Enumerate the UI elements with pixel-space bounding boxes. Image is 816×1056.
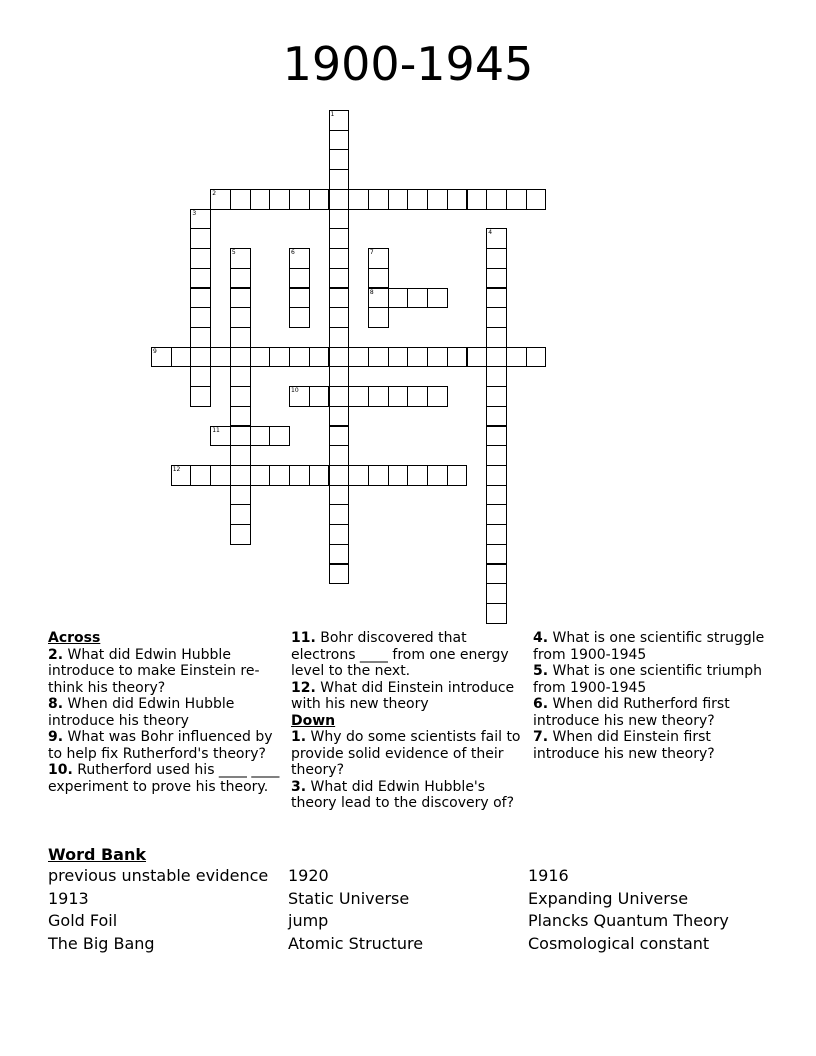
crossword-cell[interactable] [427, 465, 448, 486]
crossword-cell[interactable] [486, 445, 507, 466]
crossword-cell[interactable] [230, 248, 251, 269]
crossword-cell[interactable] [230, 307, 251, 328]
crossword-cell[interactable] [427, 386, 448, 407]
crossword-cell[interactable] [289, 189, 310, 210]
crossword-cell[interactable] [210, 189, 231, 210]
crossword-cell[interactable] [486, 426, 507, 447]
crossword-cell[interactable] [486, 268, 507, 289]
crossword-cell[interactable] [190, 386, 211, 407]
clue-number: 8 [369, 288, 374, 296]
crossword-cell[interactable] [447, 347, 468, 368]
crossword-cell[interactable] [190, 307, 211, 328]
crossword-cell[interactable] [368, 248, 389, 269]
crossword-cell[interactable] [329, 327, 350, 348]
clue-down-3: 3. What did Edwin Hubble's theory lead to the discovery of? [291, 778, 515, 811]
word-bank-item: Plancks Quantum Theory [528, 911, 729, 931]
word-bank-item: Gold Foil [48, 911, 118, 931]
crossword-cell[interactable] [486, 465, 507, 486]
crossword-cell[interactable] [329, 386, 350, 407]
crossword-cell[interactable] [486, 327, 507, 348]
word-bank-item: Cosmological constant [528, 934, 710, 954]
crossword-cell[interactable] [368, 386, 389, 407]
crossword-cell[interactable] [407, 189, 428, 210]
crossword-cell[interactable] [388, 189, 409, 210]
clue-number: 4 [488, 229, 493, 237]
crossword-cell[interactable] [486, 366, 507, 387]
word-bank-item: 1913 [48, 888, 89, 908]
clue-down-7: 7. When did Einstein first introduce his new theory? [533, 729, 715, 762]
crossword-cell[interactable] [269, 426, 290, 447]
crossword-cell[interactable] [309, 386, 330, 407]
crossword-cell[interactable] [329, 406, 350, 427]
crossword-cell[interactable] [289, 248, 310, 269]
crossword-cell[interactable] [368, 347, 389, 368]
crossword-cell[interactable] [329, 504, 350, 525]
crossword-cell[interactable] [230, 288, 251, 309]
clue-across-10: 10. Rutherford used his ____ ____ experiment to prove his theory. [48, 762, 280, 795]
crossword-cell[interactable] [486, 228, 507, 249]
clue-down-5: 5. What is one scientific triumph from 1900-1945 [533, 663, 763, 696]
clue-number: 5 [231, 249, 236, 256]
crossword-cell[interactable] [230, 327, 251, 348]
page-title: 1900-1945 [282, 37, 534, 91]
clue-down-4: 4. What is one scientific struggle from 1900-1945 [533, 630, 765, 663]
crossword-cell[interactable] [486, 603, 507, 624]
crossword-cell[interactable] [427, 347, 448, 368]
crossword-cell[interactable] [230, 465, 251, 486]
clue-across-11: 11. Bohr discovered that electrons ____ from one energy level to the next. [291, 630, 509, 679]
crossword-cell[interactable] [289, 288, 310, 309]
crossword-cell[interactable] [526, 347, 547, 368]
crossword-cell[interactable] [329, 307, 350, 328]
crossword-cell[interactable] [388, 347, 409, 368]
crossword-cell[interactable] [190, 327, 211, 348]
crossword-cell[interactable] [407, 288, 428, 309]
crossword-cell[interactable] [250, 426, 271, 447]
crossword-cell[interactable] [329, 524, 350, 545]
crossword-cell[interactable] [388, 288, 409, 309]
word-bank-item: Expanding Universe [528, 888, 689, 908]
crossword-cell[interactable] [269, 189, 290, 210]
clue-number: 11 [212, 426, 220, 434]
crossword-cell[interactable] [467, 189, 488, 210]
crossword-cell[interactable] [289, 386, 310, 407]
clue-number: 6 [291, 249, 295, 256]
across-heading: Across [48, 630, 101, 646]
crossword-cell[interactable] [368, 307, 389, 328]
clues-column-2 [291, 630, 527, 812]
clue-across-2: 2. What did Edwin Hubble introduce to make Einstein re-think his theory? [48, 646, 260, 696]
crossword-cell[interactable] [329, 110, 350, 131]
crossword-cell[interactable] [427, 189, 448, 210]
crossword-cell[interactable] [230, 189, 251, 210]
crossword-cell[interactable] [486, 288, 507, 309]
crossword-cell[interactable] [190, 465, 211, 486]
crossword-cell[interactable] [250, 465, 271, 486]
crossword-cell[interactable] [269, 465, 290, 486]
crossword-cell[interactable] [486, 544, 507, 565]
crossword-cell[interactable] [486, 189, 507, 210]
crossword-cell[interactable] [309, 189, 330, 210]
crossword-cell[interactable] [447, 189, 468, 210]
crossword-cell[interactable] [486, 347, 507, 368]
crossword-cell[interactable] [329, 465, 350, 486]
crossword-cell[interactable] [250, 347, 271, 368]
crossword-cell[interactable] [329, 445, 350, 466]
clue-number: 9 [153, 347, 157, 355]
crossword-cell[interactable] [309, 347, 330, 368]
crossword-cell[interactable] [190, 347, 211, 368]
crossword-cell[interactable] [230, 445, 251, 466]
crossword-cell[interactable] [151, 347, 172, 368]
clue-across-9: 9. What was Bohr influenced by to help fix Rutherford's theory? [48, 729, 273, 762]
crossword-cell[interactable] [427, 288, 448, 309]
crossword-cell[interactable] [230, 347, 251, 368]
crossword-cell[interactable] [190, 209, 211, 230]
crossword-cell[interactable] [407, 465, 428, 486]
crossword-cell[interactable] [329, 544, 350, 565]
crossword-cell[interactable] [368, 189, 389, 210]
crossword-cell[interactable] [407, 386, 428, 407]
word-bank-item: The Big Bang [48, 934, 155, 954]
crossword-cell[interactable] [329, 169, 350, 190]
crossword-cell[interactable] [486, 564, 507, 585]
crossword-cell[interactable] [190, 288, 211, 309]
crossword-cell[interactable] [230, 366, 251, 387]
crossword-cell[interactable] [190, 366, 211, 387]
crossword-cell[interactable] [329, 564, 350, 585]
crossword-cell[interactable] [348, 189, 369, 210]
crossword-cell[interactable] [289, 268, 310, 289]
clue-down-1: 1. Why do some scientists fail to provide solid evidence of their theory? [291, 729, 521, 778]
crossword-cell[interactable] [230, 504, 251, 525]
crossword-cell[interactable] [230, 426, 251, 447]
crossword-cell[interactable] [329, 485, 350, 506]
clue-number: 1 [330, 111, 335, 118]
crossword-cell[interactable] [368, 268, 389, 289]
crossword-cell[interactable] [210, 426, 231, 447]
crossword-cell[interactable] [171, 465, 192, 486]
word-bank-heading: Word Bank [48, 845, 147, 864]
crossword-cell[interactable] [250, 189, 271, 210]
clue-number: 10 [291, 387, 299, 395]
crossword-cell[interactable] [486, 307, 507, 328]
crossword-cell[interactable] [329, 288, 350, 309]
crossword-cell[interactable] [368, 465, 389, 486]
crossword-cell[interactable] [289, 307, 310, 328]
crossword-cell[interactable] [329, 149, 350, 170]
crossword-cell[interactable] [348, 347, 369, 368]
clue-down-6: 6. When did Rutherford first introduce his new theory? [533, 696, 730, 729]
crossword-cell[interactable] [388, 465, 409, 486]
crossword-cell[interactable] [171, 347, 192, 368]
crossword-cell[interactable] [447, 465, 468, 486]
crossword-cell[interactable] [289, 465, 310, 486]
crossword-cell[interactable] [486, 524, 507, 545]
word-bank-item: Atomic Structure [288, 934, 424, 954]
clue-number: 12 [172, 466, 181, 473]
crossword-cell[interactable] [190, 248, 211, 269]
crossword-cell[interactable] [230, 406, 251, 427]
crossword-cell[interactable] [329, 228, 350, 249]
crossword-cell[interactable] [190, 228, 211, 249]
clue-across-8: 8. When did Edwin Hubble introduce his theory [48, 696, 235, 729]
crossword-cell[interactable] [230, 524, 251, 545]
word-bank-item: previous unstable evidence [48, 866, 269, 885]
clues-column-3 [533, 630, 769, 762]
crossword-cell[interactable] [486, 406, 507, 427]
crossword-cell[interactable] [486, 386, 507, 407]
clue-number: 3 [192, 209, 197, 217]
clue-across-12: 12. What did Einstein introduce with his new theory [291, 679, 515, 712]
clue-number: 2 [212, 189, 217, 197]
word-bank-item: Static Universe [288, 888, 410, 908]
clues-column-1 [48, 630, 284, 795]
crossword-cell[interactable] [329, 209, 350, 230]
crossword-cell[interactable] [230, 268, 251, 289]
word-bank-item: jump [288, 911, 329, 931]
clue-number: 7 [369, 249, 374, 256]
crossword-cell[interactable] [230, 485, 251, 506]
crossword-cell[interactable] [348, 465, 369, 486]
crossword-cell[interactable] [230, 386, 251, 407]
crossword-cell[interactable] [348, 386, 369, 407]
crossword-cell[interactable] [526, 189, 547, 210]
crossword-cell[interactable] [388, 386, 409, 407]
crossword-cell[interactable] [329, 268, 350, 289]
crossword-cell[interactable] [190, 268, 211, 289]
crossword-cell[interactable] [210, 465, 231, 486]
crossword-cell[interactable] [269, 347, 290, 368]
crossword-cell[interactable] [309, 465, 330, 486]
crossword-cell[interactable] [407, 347, 428, 368]
crossword-cell[interactable] [486, 583, 507, 604]
crossword-cell[interactable] [210, 347, 231, 368]
crossword-cell[interactable] [329, 248, 350, 269]
crossword-cell[interactable] [486, 504, 507, 525]
crossword-cell[interactable] [329, 347, 350, 368]
crossword-cell[interactable] [506, 347, 527, 368]
down-heading: Down [291, 712, 336, 729]
crossword-cell[interactable] [329, 130, 350, 151]
crossword-cell[interactable] [467, 347, 488, 368]
word-bank-item: 1916 [528, 866, 569, 885]
crossword-cell[interactable] [486, 485, 507, 506]
crossword-cell[interactable] [506, 189, 527, 210]
crossword-cell[interactable] [486, 248, 507, 269]
crossword-cell[interactable] [329, 426, 350, 447]
crossword-cell[interactable] [329, 366, 350, 387]
crossword-cell[interactable] [329, 189, 350, 210]
crossword-cell[interactable] [289, 347, 310, 368]
crossword-cell[interactable] [368, 288, 389, 309]
word-bank-item: 1920 [288, 866, 329, 885]
